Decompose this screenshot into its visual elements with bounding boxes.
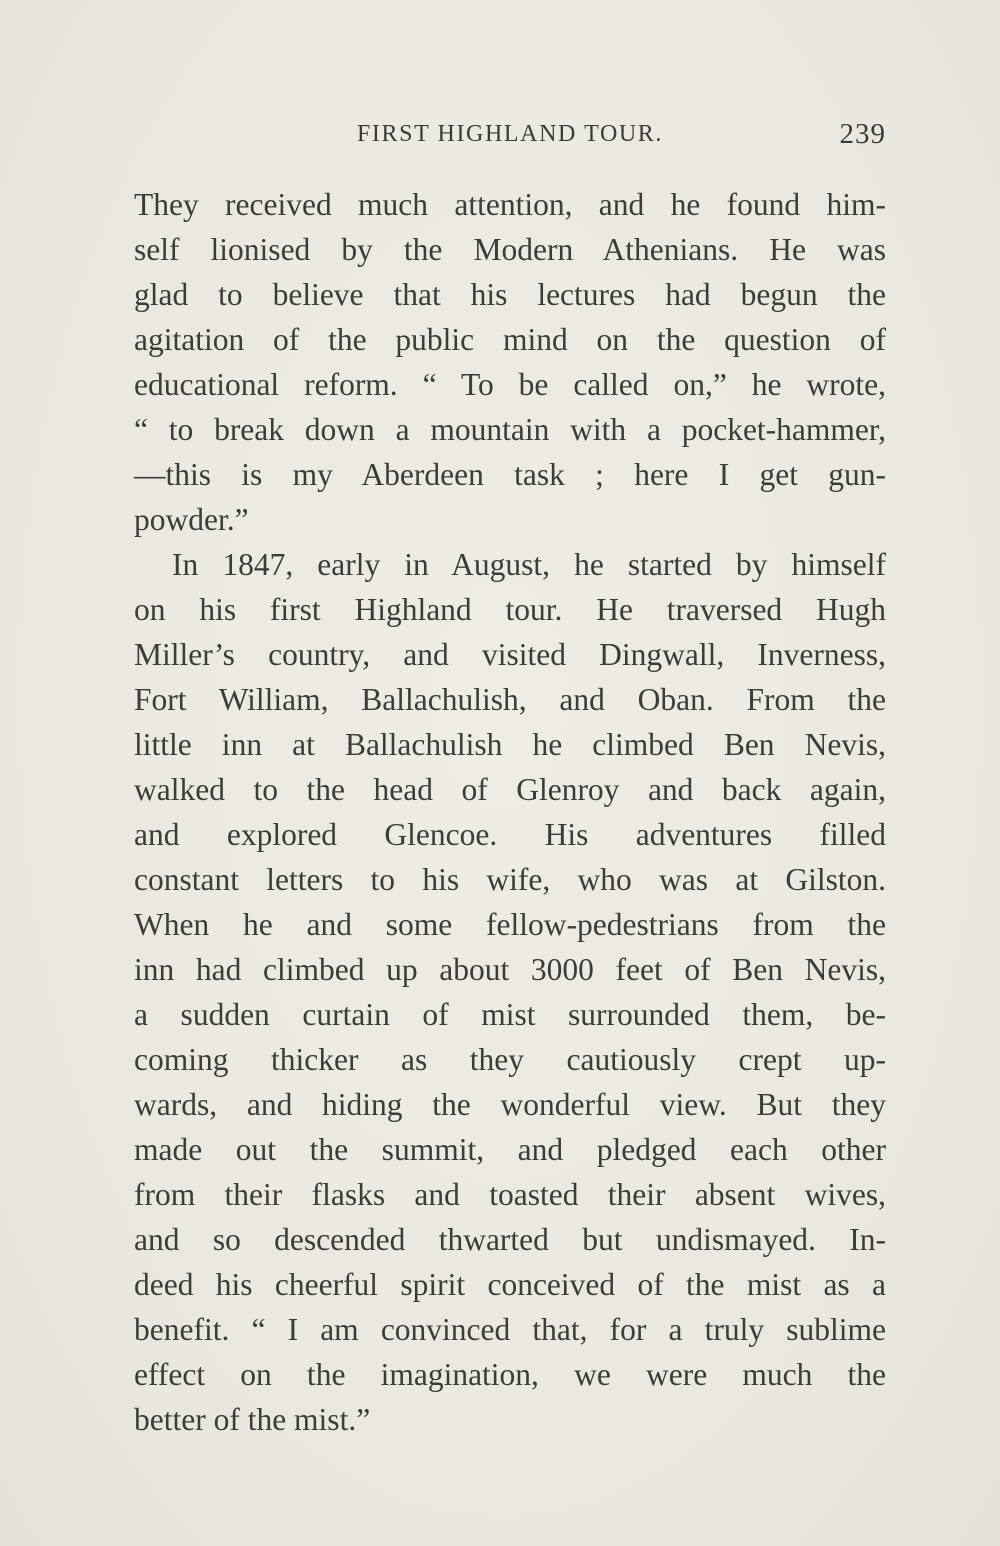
text-line: self lionised by the Modern Athenians. He was xyxy=(134,232,886,267)
text-line: constant letters to his wife, who was at Gilston. xyxy=(134,862,886,897)
text-line: inn had climbed up about 3000 feet of Ben Nevis, xyxy=(134,952,886,987)
text-line: “ to break down a mountain with a pocket-hammer, xyxy=(134,412,886,447)
text-line: effect on the imagination, we were much the xyxy=(134,1357,886,1392)
text-line: a sudden curtain of mist surrounded them, be- xyxy=(134,997,886,1032)
page-number: 239 xyxy=(839,118,886,150)
text-line: little inn at Ballachulish he climbed Ben Nevis, xyxy=(134,727,886,762)
text-line: wards, and hiding the wonderful view. But they xyxy=(134,1087,886,1122)
text-line: educational reform. “ To be called on,” he wrote, xyxy=(134,367,886,402)
text-line: In 1847, early in August, he started by himself xyxy=(172,547,886,582)
text-line: on his first Highland tour. He traversed Hugh xyxy=(134,592,886,627)
text-line: When he and some fellow-pedestrians from the xyxy=(134,907,886,942)
text-line: Fort William, Ballachulish, and Oban. From the xyxy=(134,682,886,717)
text-line: walked to the head of Glenroy and back again, xyxy=(134,772,886,807)
text-line: better of the mist.” xyxy=(134,1402,371,1437)
text-line: They received much attention, and he found him- xyxy=(134,187,886,222)
text-line: coming thicker as they cautiously crept up- xyxy=(134,1042,886,1077)
text-line: and explored Glencoe. His adventures filled xyxy=(134,817,886,852)
text-line: powder.” xyxy=(134,502,249,537)
running-head xyxy=(134,114,886,154)
text-line: agitation of the public mind on the question of xyxy=(134,322,886,357)
body-text xyxy=(134,182,886,1442)
text-line: deed his cheerful spirit conceived of the mist as a xyxy=(134,1267,886,1302)
running-title: FIRST HIGHLAND TOUR. xyxy=(356,121,664,147)
text-line: from their flasks and toasted their absent wives, xyxy=(134,1177,886,1212)
text-line: benefit. “ I am convinced that, for a truly sublime xyxy=(134,1312,886,1347)
text-line: and so descended thwarted but undismayed. In- xyxy=(134,1222,886,1257)
text-line: glad to believe that his lectures had begun the xyxy=(134,277,886,312)
text-line: made out the summit, and pledged each other xyxy=(134,1132,886,1167)
text-line: Miller’s country, and visited Dingwall, Inverness, xyxy=(134,637,886,672)
text-line: —this is my Aberdeen task ; here I get gun- xyxy=(134,457,886,492)
